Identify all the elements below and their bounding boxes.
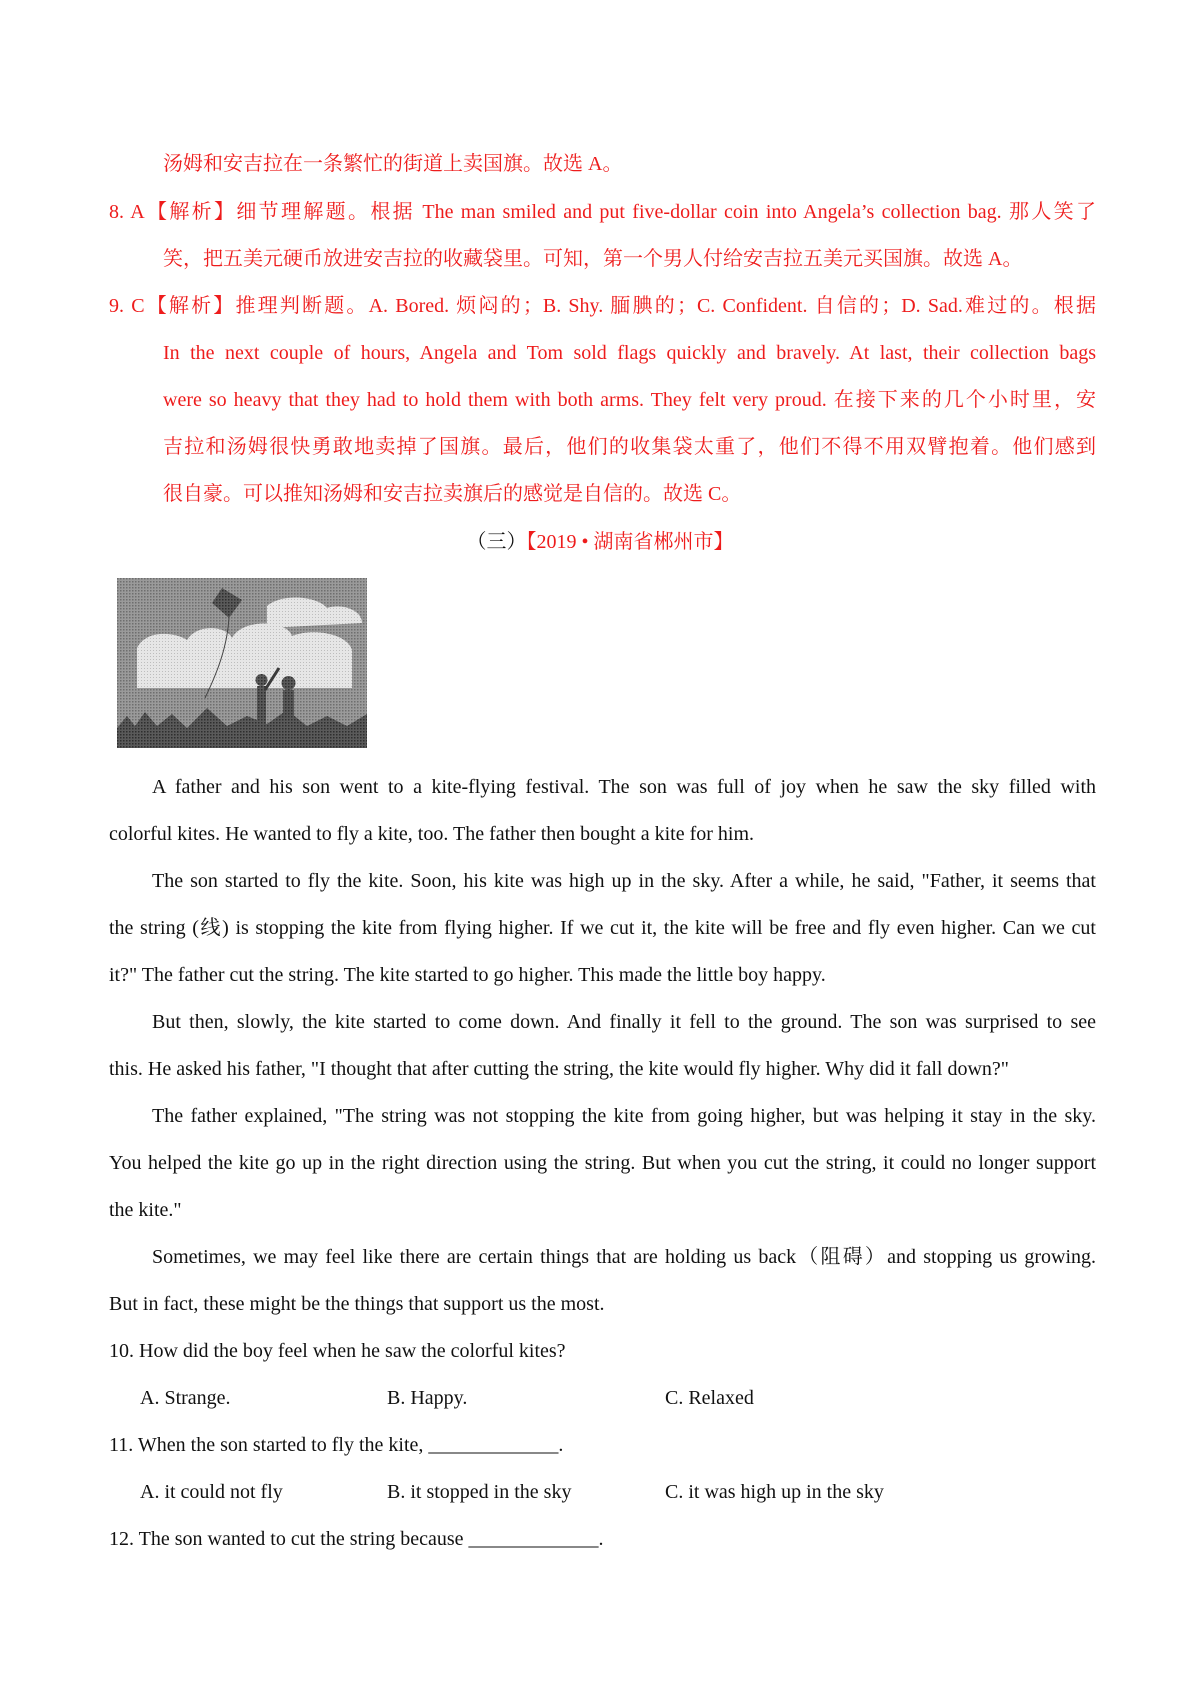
passage-p2-line2: the string (线) is stopping the kite from flying higher. If we cut it, the kite will be free and fly even higher. Can we cut — [109, 917, 1096, 939]
passage-p4-line2: You helped the kite go up in the right direction using the string. But when you cut the string, it could no longer support — [109, 1152, 1096, 1174]
section-source: 【2019 • 湖南省郴州市】 — [526, 531, 734, 553]
passage-p2-line3: it?" The father cut the string. The kite started to go higher. This made the little boy happy. — [109, 964, 826, 986]
question-10-option-a[interactable]: A. Strange. — [140, 1387, 231, 1409]
passage-p5-line2: But in fact, these might be the things that support us the most. — [109, 1293, 605, 1315]
answer-q9-line5: 很自豪。可以推知汤姆和安吉拉卖旗后的感觉是自信的。故选 C。 — [163, 483, 742, 505]
section-heading — [0, 528, 1200, 556]
passage-p5-line1: Sometimes, we may feel like there are certain things that are holding us back（阻碍）and stopping us growing. — [152, 1246, 1096, 1268]
answer-q9-line4: 吉拉和汤姆很快勇敢地卖掉了国旗。最后，他们的收集袋太重了，他们不得不用双臂抱着。他们感到 — [163, 436, 1096, 458]
answer-q7-tail: 汤姆和安吉拉在一条繁忙的街道上卖国旗。故选 A。 — [163, 153, 623, 175]
question-11-option-a[interactable]: A. it could not fly — [140, 1481, 283, 1503]
answer-q8-line1: 8. A【解析】细节理解题。根据 The man smiled and put five-dollar coin into Angela’s collection bag. 那人笑了 — [109, 201, 1096, 223]
passage-p4-line3: the kite." — [109, 1199, 182, 1221]
question-10-option-c[interactable]: C. Relaxed — [665, 1387, 754, 1409]
question-11-option-c[interactable]: C. it was high up in the sky — [665, 1481, 884, 1503]
answer-q9-line3: were so heavy that they had to hold them with both arms. They felt very proud. 在接下来的几个小时里，安 — [163, 389, 1096, 411]
question-11-option-b[interactable]: B. it stopped in the sky — [387, 1481, 572, 1503]
answer-q9-line1: 9. C【解析】推理判断题。A. Bored. 烦闷的；B. Shy. 腼腆的；C. Confident. 自信的；D. Sad.难过的。根据 — [109, 295, 1096, 317]
passage-p1-line2: colorful kites. He wanted to fly a kite, too. The father then bought a kite for him. — [109, 823, 755, 845]
passage-p4-line1: The father explained, "The string was not stopping the kite from going higher, but was helping it stay in the sky. — [152, 1105, 1096, 1127]
question-12-stem: 12. The son wanted to cut the string because _____________. — [109, 1528, 604, 1550]
question-10-stem: 10. How did the boy feel when he saw the colorful kites? — [109, 1340, 566, 1362]
question-11-stem: 11. When the son started to fly the kite, _____________. — [109, 1434, 564, 1456]
kite-flying-illustration — [117, 578, 367, 748]
question-10-option-b[interactable]: B. Happy. — [387, 1387, 468, 1409]
section-prefix: （三） — [466, 531, 527, 553]
passage-p1-line1: A father and his son went to a kite-flying festival. The son was full of joy when he saw the sky filled with — [152, 776, 1096, 798]
passage-p2-line1: The son started to fly the kite. Soon, his kite was high up in the sky. After a while, he said, "Father, it seems that — [152, 870, 1096, 892]
answer-q8-line2: 笑，把五美元硬币放进安吉拉的收藏袋里。可知，第一个男人付给安吉拉五美元买国旗。故选 A。 — [163, 248, 1023, 270]
answer-q9-line2: In the next couple of hours, Angela and Tom sold flags quickly and bravely. At last, their collection bags — [163, 342, 1096, 364]
passage-p3-line2: this. He asked his father, "I thought that after cutting the string, the kite would fly higher. Why did it fall down?" — [109, 1058, 1009, 1080]
passage-p3-line1: But then, slowly, the kite started to come down. And finally it fell to the ground. The son was surprised to see — [152, 1011, 1096, 1033]
